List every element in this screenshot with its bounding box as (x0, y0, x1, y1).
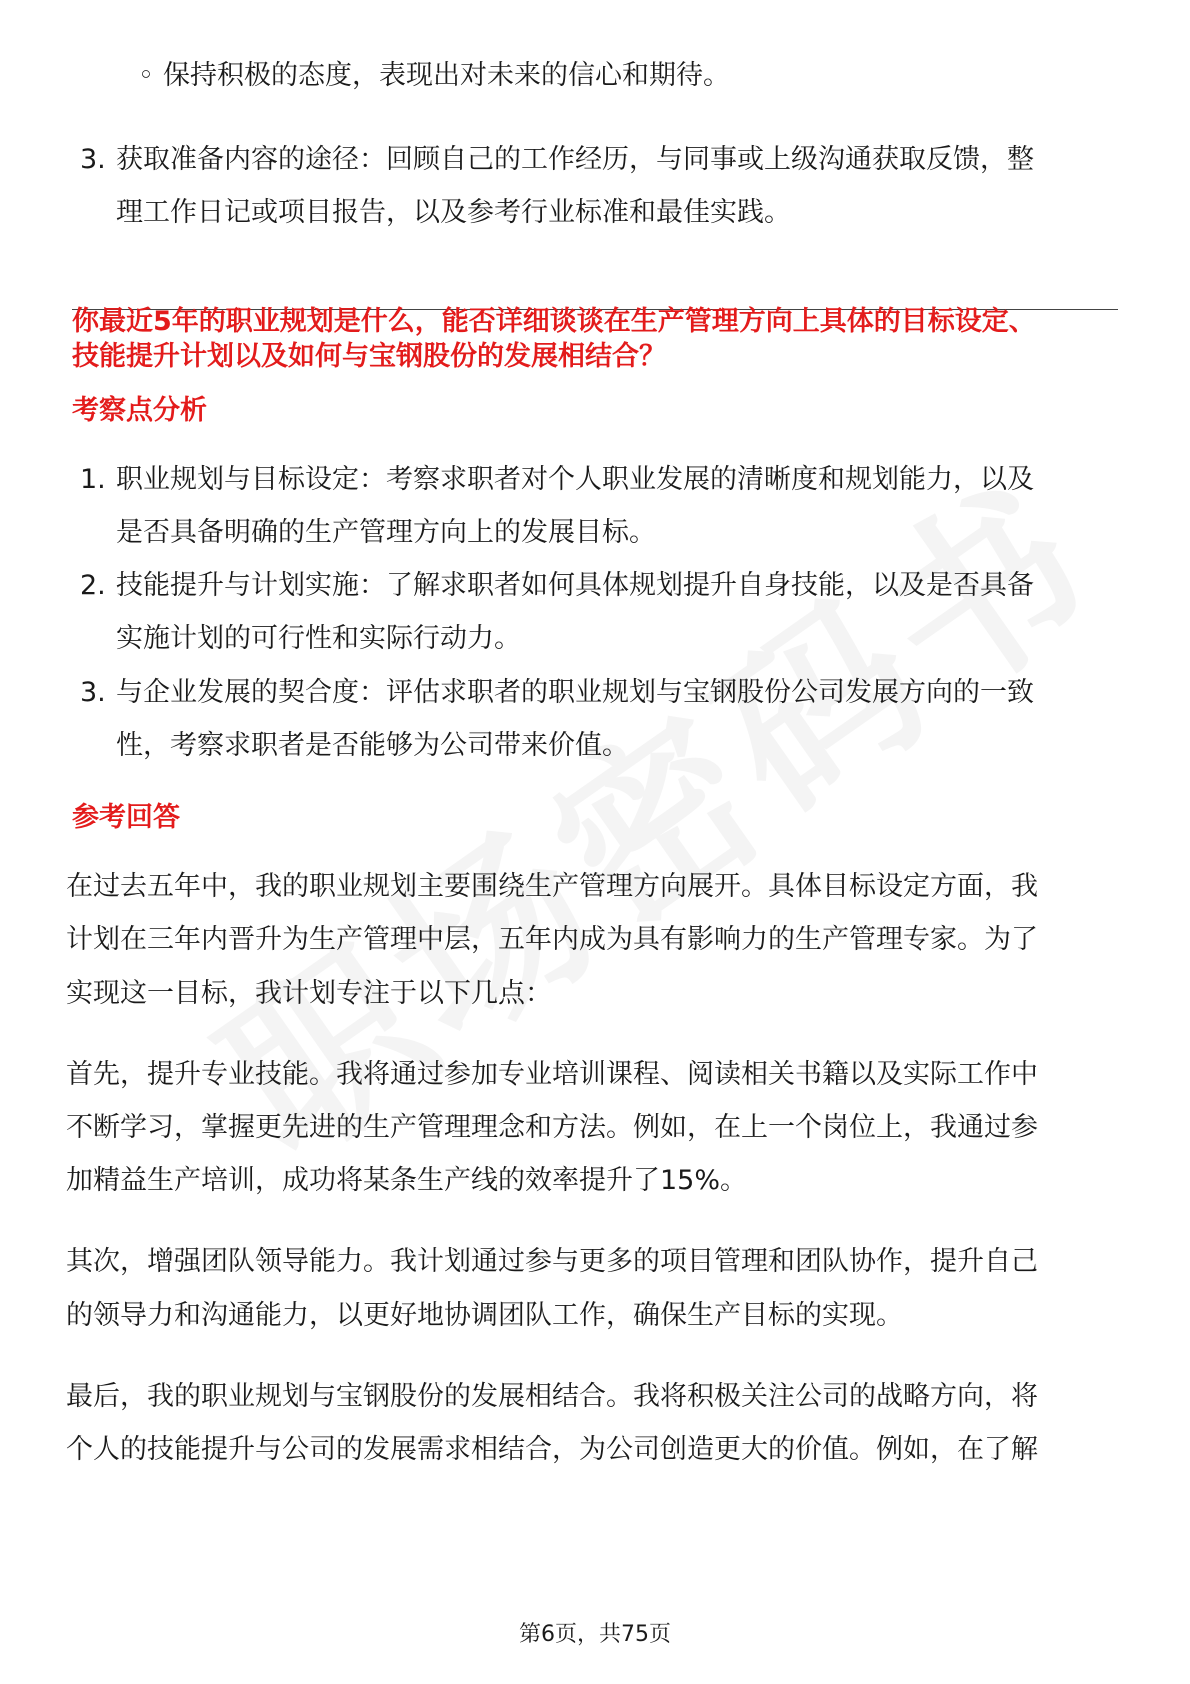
list-item-line: 理工作日记或项目报告，以及参考行业标准和最佳实践。 (116, 197, 791, 228)
analysis-item-line: 技能提升与计划实施：了解求职者如何具体规划提升自身技能，以及是否具备 (116, 570, 1034, 601)
analysis-item-line: 是否具备明确的生产管理方向上的发展目标。 (116, 517, 656, 548)
list-number: 1. (80, 464, 106, 495)
list-number: 3. (80, 677, 106, 708)
analysis-item-line: 实施计划的可行性和实际行动力。 (116, 623, 521, 654)
bullet-marker: ◦ (138, 60, 154, 91)
answer-line: 个人的技能提升与公司的发展需求相结合，为公司创造更大的价值。例如，在了解 (66, 1434, 1038, 1465)
answer-line: 不断学习，掌握更先进的生产管理理念和方法。例如，在上一个岗位上，我通过参 (66, 1112, 1038, 1143)
analysis-item-line: 与企业发展的契合度：评估求职者的职业规划与宝钢股份公司发展方向的一致 (116, 677, 1034, 708)
question-heading-line: 技能提升计划以及如何与宝钢股份的发展相结合？ (72, 341, 666, 372)
analysis-item-line: 职业规划与目标设定：考察求职者对个人职业发展的清晰度和规划能力，以及 (116, 464, 1034, 495)
analysis-title: 考察点分析 (72, 395, 207, 426)
list-number: 2. (80, 570, 106, 601)
bullet-text: 保持积极的态度，表现出对未来的信心和期待。 (163, 60, 730, 91)
answer-line: 计划在三年内晋升为生产管理中层，五年内成为具有影响力的生产管理专家。为了 (66, 924, 1038, 955)
answer-line: 的领导力和沟通能力，以更好地协调团队工作，确保生产目标的实现。 (66, 1300, 903, 1331)
list-number: 3. (80, 144, 106, 175)
answer-title: 参考回答 (72, 802, 180, 833)
answer-line: 在过去五年中，我的职业规划主要围绕生产管理方向展开。具体目标设定方面，我 (66, 871, 1038, 902)
answer-line: 其次，增强团队领导能力。我计划通过参与更多的项目管理和团队协作，提升自己 (66, 1246, 1038, 1277)
answer-line: 加精益生产培训，成功将某条生产线的效率提升了15%。 (66, 1165, 748, 1196)
answer-line: 首先，提升专业技能。我将通过参加专业培训课程、阅读相关书籍以及实际工作中 (66, 1059, 1038, 1090)
question-heading-line: 你最近5年的职业规划是什么，能否详细谈谈在生产管理方向上具体的目标设定、 (72, 306, 1036, 337)
answer-line: 最后，我的职业规划与宝钢股份的发展相结合。我将积极关注公司的战略方向，将 (66, 1381, 1038, 1412)
list-item-line: 获取准备内容的途径：回顾自己的工作经历，与同事或上级沟通获取反馈，整 (116, 144, 1034, 175)
analysis-item-line: 性，考察求职者是否能够为公司带来价值。 (116, 730, 629, 761)
answer-line: 实现这一目标，我计划专注于以下几点： (66, 978, 552, 1009)
page-number: 第6页，共75页 (519, 1622, 671, 1647)
